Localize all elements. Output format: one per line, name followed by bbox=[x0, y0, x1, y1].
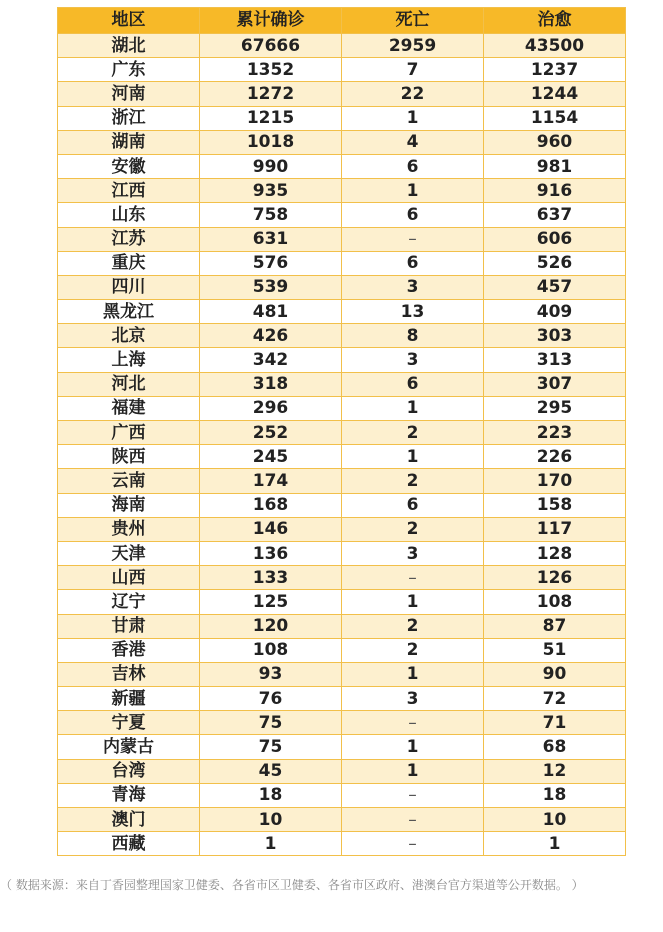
cell-confirmed: 1272 bbox=[200, 82, 342, 106]
cell-recovered: 295 bbox=[484, 396, 626, 420]
cell-region: 辽宁 bbox=[58, 590, 200, 614]
table-row bbox=[58, 179, 626, 203]
cell-recovered: 158 bbox=[484, 493, 626, 517]
cell-deaths: 22 bbox=[342, 82, 484, 106]
table-row bbox=[58, 300, 626, 324]
cell-region: 湖北 bbox=[58, 34, 200, 58]
cell-confirmed: 75 bbox=[200, 711, 342, 735]
cell-recovered: 1 bbox=[484, 832, 626, 856]
cell-recovered: 10 bbox=[484, 808, 626, 832]
table-row bbox=[58, 34, 626, 58]
cell-region: 海南 bbox=[58, 493, 200, 517]
cell-confirmed: 539 bbox=[200, 275, 342, 299]
cell-recovered: 916 bbox=[484, 179, 626, 203]
cell-region: 安徽 bbox=[58, 154, 200, 178]
cell-region: 浙江 bbox=[58, 106, 200, 130]
table-row bbox=[58, 348, 626, 372]
cell-recovered: 90 bbox=[484, 662, 626, 686]
cell-deaths: 6 bbox=[342, 493, 484, 517]
table-row bbox=[58, 421, 626, 445]
cell-deaths: 3 bbox=[342, 275, 484, 299]
table-row bbox=[58, 324, 626, 348]
cell-confirmed: 631 bbox=[200, 227, 342, 251]
cell-deaths: 1 bbox=[342, 106, 484, 130]
header-confirmed: 累计确诊 bbox=[200, 8, 342, 34]
cell-confirmed: 136 bbox=[200, 541, 342, 565]
cell-region: 甘肃 bbox=[58, 614, 200, 638]
cell-deaths: 1 bbox=[342, 396, 484, 420]
cell-confirmed: 45 bbox=[200, 759, 342, 783]
table-row bbox=[58, 445, 626, 469]
cell-region: 河北 bbox=[58, 372, 200, 396]
stats-table-container bbox=[57, 7, 625, 856]
cell-confirmed: 133 bbox=[200, 566, 342, 590]
cell-region: 山西 bbox=[58, 566, 200, 590]
data-source-footnote: （ 数据来源：来自丁香园整理国家卫健委、各省市区卫健委、各省市区政府、港澳台官方渠道等公开数据。 ） bbox=[0, 878, 584, 892]
cell-deaths: 1 bbox=[342, 759, 484, 783]
cell-deaths: – bbox=[342, 711, 484, 735]
cell-deaths: 2 bbox=[342, 469, 484, 493]
table-row bbox=[58, 687, 626, 711]
cell-confirmed: 990 bbox=[200, 154, 342, 178]
cell-region: 北京 bbox=[58, 324, 200, 348]
cell-region: 江苏 bbox=[58, 227, 200, 251]
cell-confirmed: 342 bbox=[200, 348, 342, 372]
cell-region: 四川 bbox=[58, 275, 200, 299]
table-row bbox=[58, 372, 626, 396]
cell-confirmed: 576 bbox=[200, 251, 342, 275]
cell-recovered: 637 bbox=[484, 203, 626, 227]
table-row bbox=[58, 58, 626, 82]
cell-region: 云南 bbox=[58, 469, 200, 493]
cell-confirmed: 318 bbox=[200, 372, 342, 396]
cell-deaths: 6 bbox=[342, 251, 484, 275]
cell-recovered: 71 bbox=[484, 711, 626, 735]
cell-deaths: 1 bbox=[342, 590, 484, 614]
cell-deaths: – bbox=[342, 832, 484, 856]
table-row bbox=[58, 808, 626, 832]
cell-confirmed: 426 bbox=[200, 324, 342, 348]
cell-recovered: 108 bbox=[484, 590, 626, 614]
cell-confirmed: 168 bbox=[200, 493, 342, 517]
cell-confirmed: 108 bbox=[200, 638, 342, 662]
cell-deaths: 8 bbox=[342, 324, 484, 348]
cell-confirmed: 1215 bbox=[200, 106, 342, 130]
table-row bbox=[58, 662, 626, 686]
cell-confirmed: 1352 bbox=[200, 58, 342, 82]
cell-confirmed: 296 bbox=[200, 396, 342, 420]
table-row bbox=[58, 227, 626, 251]
cell-recovered: 409 bbox=[484, 300, 626, 324]
cell-recovered: 87 bbox=[484, 614, 626, 638]
header-recovered: 治愈 bbox=[484, 8, 626, 34]
cell-deaths: 3 bbox=[342, 687, 484, 711]
header-region: 地区 bbox=[58, 8, 200, 34]
table-body bbox=[58, 34, 626, 856]
cell-region: 新疆 bbox=[58, 687, 200, 711]
cell-deaths: – bbox=[342, 227, 484, 251]
cell-confirmed: 67666 bbox=[200, 34, 342, 58]
cell-confirmed: 125 bbox=[200, 590, 342, 614]
cell-region: 广东 bbox=[58, 58, 200, 82]
cell-deaths: 2 bbox=[342, 421, 484, 445]
table-row bbox=[58, 203, 626, 227]
cell-deaths: 1 bbox=[342, 662, 484, 686]
cell-recovered: 18 bbox=[484, 783, 626, 807]
cell-region: 内蒙古 bbox=[58, 735, 200, 759]
cell-recovered: 12 bbox=[484, 759, 626, 783]
cell-deaths: 1 bbox=[342, 179, 484, 203]
cell-region: 黑龙江 bbox=[58, 300, 200, 324]
cell-confirmed: 10 bbox=[200, 808, 342, 832]
cell-deaths: 4 bbox=[342, 130, 484, 154]
cell-region: 吉林 bbox=[58, 662, 200, 686]
cell-recovered: 68 bbox=[484, 735, 626, 759]
cell-recovered: 457 bbox=[484, 275, 626, 299]
cell-deaths: 2959 bbox=[342, 34, 484, 58]
cell-recovered: 43500 bbox=[484, 34, 626, 58]
table-row bbox=[58, 130, 626, 154]
cell-recovered: 226 bbox=[484, 445, 626, 469]
cell-deaths: – bbox=[342, 783, 484, 807]
cell-recovered: 303 bbox=[484, 324, 626, 348]
cell-confirmed: 1 bbox=[200, 832, 342, 856]
cell-confirmed: 1018 bbox=[200, 130, 342, 154]
table-row bbox=[58, 711, 626, 735]
cell-confirmed: 935 bbox=[200, 179, 342, 203]
cell-confirmed: 252 bbox=[200, 421, 342, 445]
table-row bbox=[58, 396, 626, 420]
cell-recovered: 313 bbox=[484, 348, 626, 372]
cell-region: 广西 bbox=[58, 421, 200, 445]
cell-deaths: 6 bbox=[342, 372, 484, 396]
cell-region: 山东 bbox=[58, 203, 200, 227]
cell-deaths: 7 bbox=[342, 58, 484, 82]
cell-confirmed: 174 bbox=[200, 469, 342, 493]
cell-deaths: 13 bbox=[342, 300, 484, 324]
table-row bbox=[58, 832, 626, 856]
table-row bbox=[58, 566, 626, 590]
cell-deaths: 2 bbox=[342, 517, 484, 541]
cell-deaths: 6 bbox=[342, 154, 484, 178]
cell-recovered: 981 bbox=[484, 154, 626, 178]
cell-region: 西藏 bbox=[58, 832, 200, 856]
cell-deaths: 3 bbox=[342, 541, 484, 565]
cell-confirmed: 93 bbox=[200, 662, 342, 686]
table-row bbox=[58, 82, 626, 106]
table-row bbox=[58, 106, 626, 130]
cell-region: 台湾 bbox=[58, 759, 200, 783]
table-row bbox=[58, 493, 626, 517]
cell-deaths: 2 bbox=[342, 614, 484, 638]
stats-table bbox=[57, 7, 626, 856]
cell-confirmed: 120 bbox=[200, 614, 342, 638]
cell-confirmed: 76 bbox=[200, 687, 342, 711]
table-row bbox=[58, 638, 626, 662]
table-row bbox=[58, 735, 626, 759]
cell-confirmed: 146 bbox=[200, 517, 342, 541]
cell-confirmed: 18 bbox=[200, 783, 342, 807]
cell-deaths: 6 bbox=[342, 203, 484, 227]
cell-region: 宁夏 bbox=[58, 711, 200, 735]
cell-confirmed: 75 bbox=[200, 735, 342, 759]
cell-region: 河南 bbox=[58, 82, 200, 106]
table-row bbox=[58, 251, 626, 275]
cell-recovered: 1154 bbox=[484, 106, 626, 130]
header-deaths: 死亡 bbox=[342, 8, 484, 34]
cell-deaths: 1 bbox=[342, 735, 484, 759]
cell-region: 重庆 bbox=[58, 251, 200, 275]
cell-region: 香港 bbox=[58, 638, 200, 662]
cell-region: 贵州 bbox=[58, 517, 200, 541]
cell-region: 福建 bbox=[58, 396, 200, 420]
cell-region: 陕西 bbox=[58, 445, 200, 469]
cell-confirmed: 758 bbox=[200, 203, 342, 227]
table-row bbox=[58, 275, 626, 299]
table-row bbox=[58, 783, 626, 807]
cell-region: 天津 bbox=[58, 541, 200, 565]
cell-recovered: 526 bbox=[484, 251, 626, 275]
cell-recovered: 307 bbox=[484, 372, 626, 396]
cell-region: 青海 bbox=[58, 783, 200, 807]
cell-deaths: – bbox=[342, 808, 484, 832]
cell-deaths: 2 bbox=[342, 638, 484, 662]
table-row bbox=[58, 614, 626, 638]
cell-recovered: 960 bbox=[484, 130, 626, 154]
table-row bbox=[58, 469, 626, 493]
cell-recovered: 117 bbox=[484, 517, 626, 541]
cell-region: 澳门 bbox=[58, 808, 200, 832]
cell-recovered: 170 bbox=[484, 469, 626, 493]
table-row bbox=[58, 517, 626, 541]
cell-deaths: – bbox=[342, 566, 484, 590]
cell-recovered: 1244 bbox=[484, 82, 626, 106]
table-header-row bbox=[58, 8, 626, 34]
cell-recovered: 126 bbox=[484, 566, 626, 590]
table-row bbox=[58, 590, 626, 614]
cell-recovered: 51 bbox=[484, 638, 626, 662]
cell-deaths: 1 bbox=[342, 445, 484, 469]
cell-recovered: 72 bbox=[484, 687, 626, 711]
cell-region: 上海 bbox=[58, 348, 200, 372]
table-row bbox=[58, 154, 626, 178]
cell-deaths: 3 bbox=[342, 348, 484, 372]
cell-region: 江西 bbox=[58, 179, 200, 203]
cell-region: 湖南 bbox=[58, 130, 200, 154]
table-row bbox=[58, 541, 626, 565]
cell-recovered: 1237 bbox=[484, 58, 626, 82]
cell-recovered: 223 bbox=[484, 421, 626, 445]
cell-recovered: 128 bbox=[484, 541, 626, 565]
cell-recovered: 606 bbox=[484, 227, 626, 251]
table-row bbox=[58, 759, 626, 783]
cell-confirmed: 245 bbox=[200, 445, 342, 469]
cell-confirmed: 481 bbox=[200, 300, 342, 324]
